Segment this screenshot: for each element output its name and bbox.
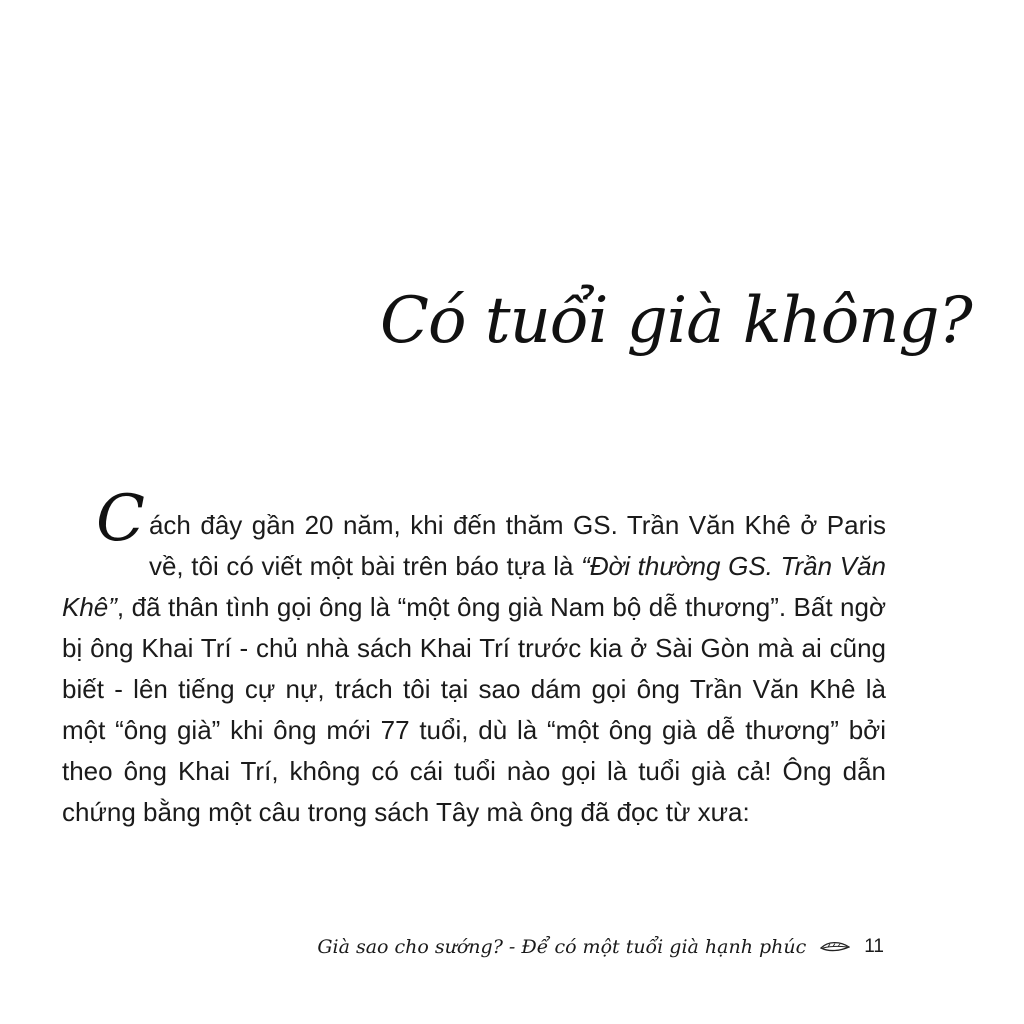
body-paragraph [62, 482, 886, 833]
body-text-part-1: ách đây gần 20 năm, khi đến thăm GS. Trần Văn Khê ở Paris về, tôi có viết một bài trên báo tựa là [148, 510, 886, 581]
page-footer [300, 930, 884, 964]
page-number: 11 [864, 936, 884, 957]
chapter-title: Có tuổi già không? [380, 284, 972, 358]
drop-cap: C [96, 482, 145, 556]
running-title: Già sao cho sướng? - Để có một tuổi già hạnh phúc [317, 936, 807, 958]
body-text-part-2: , đã thân tình gọi ông là “một ông già Nam bộ dễ thương”. Bất ngờ bị ông Khai Trí - chủ nhà sách Khai Trí trước kia ở Sài Gòn mà ai cũng biết - lên tiếng cự nự, trách tôi tại sao dám gọi ông Trần Văn Khê là một “ông già” khi ông mới 77 tuổi, dù là “một ông già dễ thương” bởi theo ông Khai Trí, không có cái tuổi nào gọi là tuổi già cả! Ông dẫn chứng bằng một câu trong sách Tây mà ông đã đọc từ xưa: [62, 592, 886, 827]
leaf-ornament-icon [820, 940, 850, 954]
article-title-italic: “Đời thường GS. Trần Văn Khê” [62, 551, 886, 622]
